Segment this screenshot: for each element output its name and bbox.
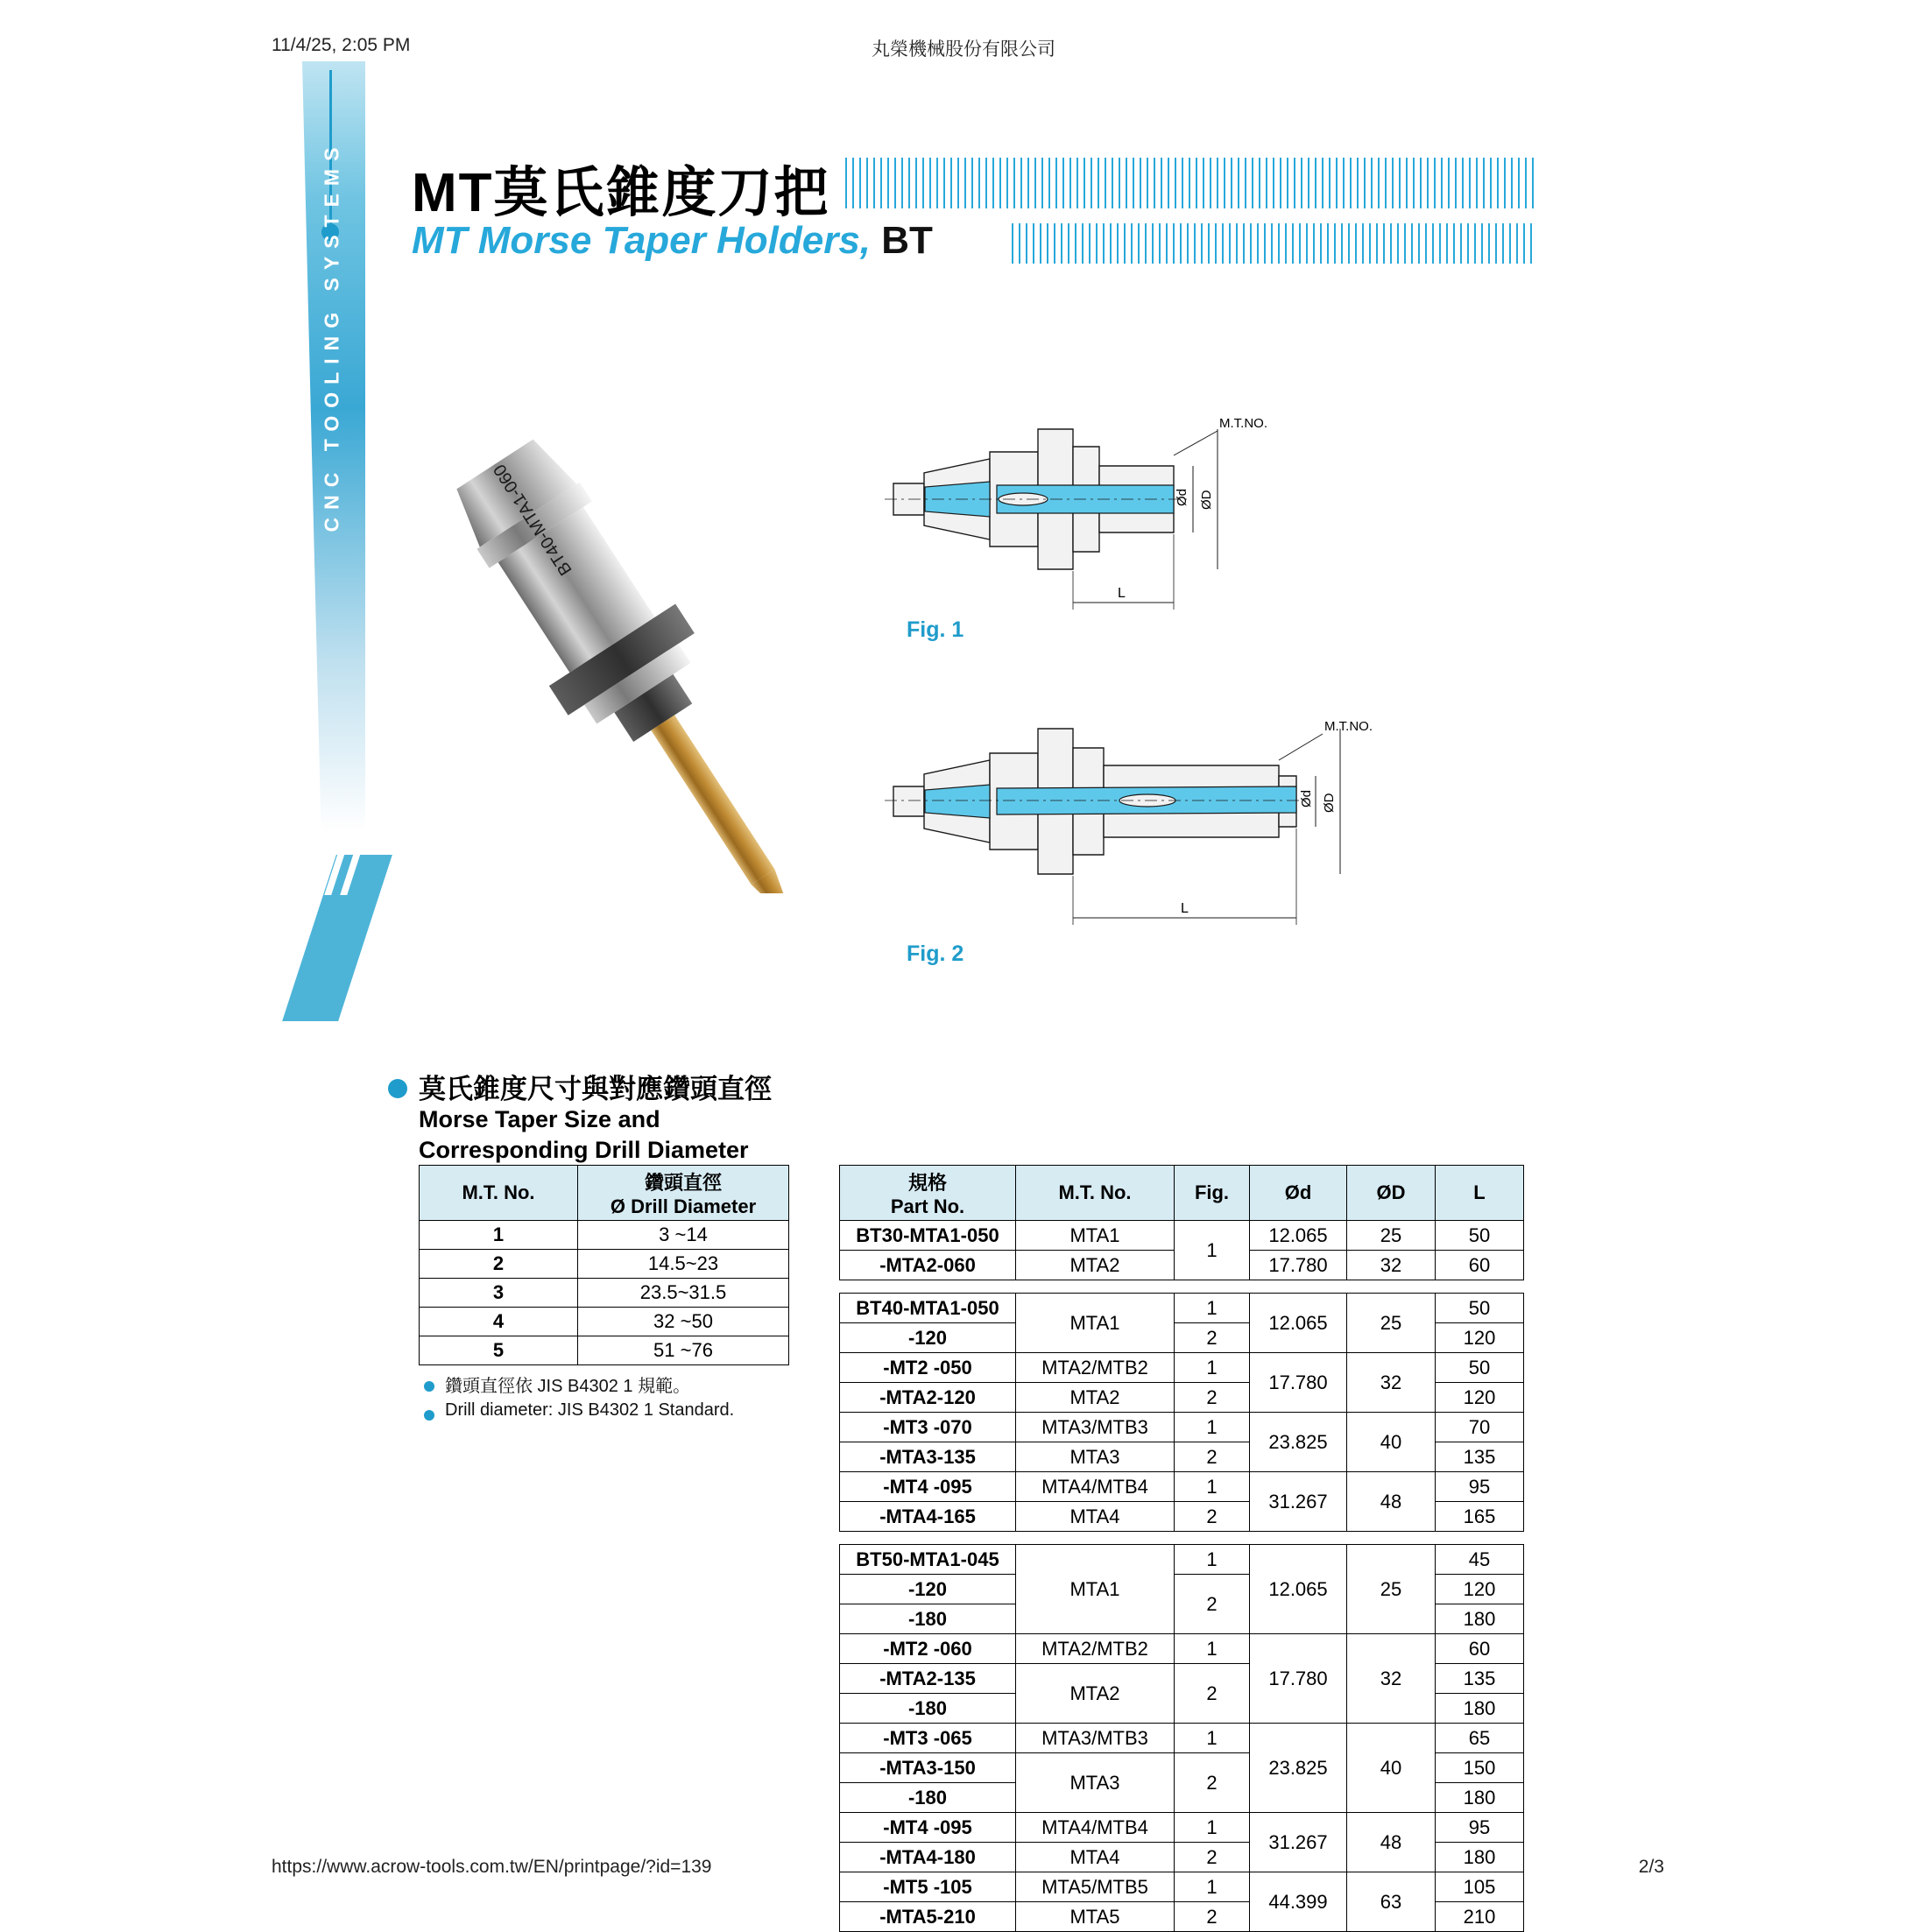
cell-fig: 1 — [1175, 1294, 1250, 1323]
note-bullet-icon-1 — [424, 1381, 434, 1392]
cell-length: 180 — [1436, 1783, 1524, 1813]
cell-part-no: -MTA4-165 — [840, 1502, 1016, 1532]
cell-mt-no: MTA1 — [1016, 1221, 1175, 1251]
cell-od-large: 40 — [1347, 1724, 1436, 1813]
cell-mt-no: MTA2/MTB2 — [1016, 1634, 1175, 1664]
cell-fig: 1 — [1175, 1813, 1250, 1843]
page-title-cn: MT莫氏錐度刀把 — [412, 163, 830, 223]
cell-od-large: 25 — [1347, 1294, 1436, 1353]
table-row — [840, 1294, 1524, 1323]
cell-mt-no: MTA1 — [1016, 1294, 1175, 1353]
cell-od-large: 48 — [1347, 1813, 1436, 1872]
note-bullet-icon-2 — [424, 1410, 434, 1421]
print-date: 11/4/25, 2:05 PM — [272, 35, 411, 55]
cell-mt-no: MTA5 — [1016, 1902, 1175, 1932]
cell-fig: 2 — [1175, 1843, 1250, 1872]
table-header-row — [840, 1166, 1524, 1221]
cell-part-no: BT50-MTA1-045 — [840, 1545, 1016, 1575]
cell-od-small: 31.267 — [1250, 1813, 1347, 1872]
th-od-small: Ød — [1250, 1166, 1347, 1221]
cell-length: 70 — [1436, 1413, 1524, 1442]
table-row — [420, 1308, 789, 1336]
cell-part-no: -MTA2-060 — [840, 1251, 1016, 1280]
cell-length: 45 — [1436, 1545, 1524, 1575]
cell-part-no: -MT5 -105 — [840, 1872, 1016, 1902]
section-heading-cn: 莫氏錐度尺寸與對應鑽頭直徑 — [419, 1074, 772, 1104]
cell-mt-no: 5 — [420, 1336, 578, 1365]
table-row — [840, 1413, 1524, 1442]
cell-length: 180 — [1436, 1604, 1524, 1634]
cell-length: 95 — [1436, 1472, 1524, 1502]
cell-fig: 2 — [1175, 1323, 1250, 1353]
cell-mt-no: 2 — [420, 1250, 578, 1279]
cell-fig: 2 — [1175, 1383, 1250, 1413]
th-mt-no: M.T. No. — [420, 1166, 578, 1221]
cell-drill-dia: 3 ~14 — [578, 1221, 789, 1250]
cell-length: 120 — [1436, 1383, 1524, 1413]
cell-od-small: 23.825 — [1250, 1413, 1347, 1472]
cell-length: 150 — [1436, 1753, 1524, 1783]
side-bar-blue — [282, 855, 392, 1021]
table-row — [840, 1353, 1524, 1383]
cell-part-no: -MTA5-210 — [840, 1902, 1016, 1932]
svg-text:L: L — [1118, 586, 1126, 601]
cell-length: 105 — [1436, 1872, 1524, 1902]
print-site-title: 丸榮機械股份有限公司 — [872, 39, 1055, 60]
cell-mt-no: MTA1 — [1016, 1545, 1175, 1634]
section-bullet-icon — [388, 1079, 407, 1098]
cell-mt-no: MTA2/MTB2 — [1016, 1353, 1175, 1383]
cell-length: 50 — [1436, 1353, 1524, 1383]
table-row — [840, 1813, 1524, 1843]
table-row — [420, 1221, 789, 1250]
cell-fig: 2 — [1175, 1502, 1250, 1532]
note-en: Drill diameter: JIS B4302 1 Standard. — [445, 1400, 735, 1420]
cell-od-large: 63 — [1347, 1872, 1436, 1932]
cell-mt-no: MTA2 — [1016, 1383, 1175, 1413]
table-row — [420, 1336, 789, 1365]
cell-od-small: 12.065 — [1250, 1221, 1347, 1251]
cell-drill-dia: 23.5~31.5 — [578, 1279, 789, 1308]
cell-mt-no: MTA4/MTB4 — [1016, 1813, 1175, 1843]
table-row — [840, 1472, 1524, 1502]
cell-length: 180 — [1436, 1694, 1524, 1724]
fig1-label: Fig. 1 — [907, 617, 964, 642]
svg-text:M.T.NO.: M.T.NO. — [1324, 719, 1373, 734]
table-header-row — [420, 1166, 789, 1221]
cell-length: 165 — [1436, 1502, 1524, 1532]
table-row — [420, 1279, 789, 1308]
svg-text:ØD: ØD — [1322, 793, 1337, 813]
note-cn: 鑽頭直徑依 JIS B4302 1 規範。 — [445, 1377, 691, 1396]
cell-part-no: -MTA2-120 — [840, 1383, 1016, 1413]
page-title-en-text: MT Morse Taper Holders, — [412, 219, 872, 262]
cell-part-no: -MT4 -095 — [840, 1472, 1016, 1502]
cell-mt-no: MTA4 — [1016, 1502, 1175, 1532]
footer-page-number: 2/3 — [1638, 1857, 1664, 1877]
table-group-gap — [840, 1280, 1524, 1294]
table-row — [840, 1221, 1524, 1251]
cell-mt-no: MTA3 — [1016, 1753, 1175, 1813]
cell-drill-dia: 51 ~76 — [578, 1336, 789, 1365]
svg-text:Ød: Ød — [1175, 488, 1189, 506]
cell-part-no: -MTA3-150 — [840, 1753, 1016, 1783]
cell-mt-no: 3 — [420, 1279, 578, 1308]
cell-part-no: -120 — [840, 1575, 1016, 1604]
cell-part-no: -MT2 -050 — [840, 1353, 1016, 1383]
th-fig: Fig. — [1175, 1166, 1250, 1221]
cell-mt-no: MTA3 — [1016, 1442, 1175, 1472]
cell-length: 65 — [1436, 1724, 1524, 1753]
cell-od-large: 32 — [1347, 1353, 1436, 1413]
cell-fig: 2 — [1175, 1664, 1250, 1724]
cell-length: 60 — [1436, 1251, 1524, 1280]
fig2-label: Fig. 2 — [907, 941, 964, 966]
cell-mt-no: MTA3/MTB3 — [1016, 1724, 1175, 1753]
svg-text:BT40-MTA1-060: BT40-MTA1-060 — [490, 460, 576, 579]
svg-text:M.T.NO.: M.T.NO. — [1219, 416, 1267, 431]
cell-od-small: 12.065 — [1250, 1545, 1347, 1634]
th-part-no-cn: 規格 — [907, 1171, 947, 1194]
spec-table — [839, 1165, 1524, 1932]
cell-part-no: -MT2 -060 — [840, 1634, 1016, 1664]
th-part-no-en: Part No. — [890, 1195, 965, 1217]
cell-mt-no: MTA5/MTB5 — [1016, 1872, 1175, 1902]
cell-od-small: 23.825 — [1250, 1724, 1347, 1813]
th-mt-no: M.T. No. — [1016, 1166, 1175, 1221]
cell-fig: 1 — [1175, 1472, 1250, 1502]
footer-url[interactable]: https://www.acrow-tools.com.tw/EN/printpage/?id=139 — [272, 1857, 712, 1877]
cell-od-large: 25 — [1347, 1221, 1436, 1251]
cell-fig: 1 — [1175, 1221, 1250, 1280]
cell-length: 180 — [1436, 1843, 1524, 1872]
cell-fig: 1 — [1175, 1353, 1250, 1383]
th-length: L — [1436, 1166, 1524, 1221]
title-hatch-bottom — [1012, 223, 1537, 264]
table-row — [420, 1250, 789, 1279]
cell-fig: 1 — [1175, 1545, 1250, 1575]
cell-mt-no: MTA3/MTB3 — [1016, 1413, 1175, 1442]
cell-part-no: -180 — [840, 1604, 1016, 1634]
cell-od-large: 40 — [1347, 1413, 1436, 1472]
cell-od-large: 25 — [1347, 1545, 1436, 1634]
cell-fig: 1 — [1175, 1413, 1250, 1442]
cell-part-no: BT40-MTA1-050 — [840, 1294, 1016, 1323]
cell-length: 120 — [1436, 1323, 1524, 1353]
taper-size-table — [419, 1165, 789, 1365]
svg-text:ØD: ØD — [1199, 490, 1214, 510]
th-part-no — [840, 1166, 1016, 1221]
cell-length: 120 — [1436, 1575, 1524, 1604]
cell-part-no: -MT4 -095 — [840, 1813, 1016, 1843]
cell-drill-dia: 14.5~23 — [578, 1250, 789, 1279]
table-row — [840, 1872, 1524, 1902]
cell-part-no: -MTA3-135 — [840, 1442, 1016, 1472]
fig2-drawing — [885, 709, 1445, 972]
table-group-gap — [840, 1532, 1524, 1545]
th-drill-diameter-en: Ø Drill Diameter — [610, 1195, 757, 1217]
cell-od-large: 32 — [1347, 1251, 1436, 1280]
table-row — [840, 1634, 1524, 1664]
cell-od-small: 17.780 — [1250, 1353, 1347, 1413]
cell-drill-dia: 32 ~50 — [578, 1308, 789, 1336]
cell-fig: 1 — [1175, 1724, 1250, 1753]
title-hatch-top — [845, 158, 1537, 208]
sidebar-label: CNC TOOLING SYSTEMS — [320, 139, 343, 532]
cell-length: 135 — [1436, 1442, 1524, 1472]
cell-length: 60 — [1436, 1634, 1524, 1664]
cell-fig: 1 — [1175, 1634, 1250, 1664]
cell-part-no: -MT3 -070 — [840, 1413, 1016, 1442]
cell-part-no: -MTA2-135 — [840, 1664, 1016, 1694]
cell-part-no: -MT3 -065 — [840, 1724, 1016, 1753]
cell-od-small: 17.780 — [1250, 1634, 1347, 1724]
cell-mt-no: MTA2 — [1016, 1664, 1175, 1724]
section-heading-en-1: Morse Taper Size and — [419, 1106, 660, 1132]
cell-od-small: 31.267 — [1250, 1472, 1347, 1532]
th-drill-diameter — [578, 1166, 789, 1221]
table-row — [840, 1724, 1524, 1753]
cell-part-no: -180 — [840, 1694, 1016, 1724]
product-photo — [412, 403, 902, 893]
page-title-en-suffix: BT — [881, 219, 933, 262]
th-drill-diameter-cn: 鑽頭直徑 — [644, 1171, 722, 1194]
svg-text:L: L — [1181, 901, 1189, 916]
section-heading-en-2: Corresponding Drill Diameter — [419, 1137, 749, 1163]
cell-od-small: 44.399 — [1250, 1872, 1347, 1932]
svg-text:Ød: Ød — [1299, 789, 1314, 807]
cell-part-no: -120 — [840, 1323, 1016, 1353]
cell-mt-no: MTA4/MTB4 — [1016, 1472, 1175, 1502]
cell-fig: 2 — [1175, 1753, 1250, 1813]
cell-mt-no: 4 — [420, 1308, 578, 1336]
side-tab-bars — [307, 814, 377, 1025]
cell-length: 95 — [1436, 1813, 1524, 1843]
cell-mt-no: 1 — [420, 1221, 578, 1250]
cell-od-large: 48 — [1347, 1472, 1436, 1532]
cell-length: 50 — [1436, 1221, 1524, 1251]
side-tab — [302, 61, 365, 832]
cell-fig: 2 — [1175, 1902, 1250, 1932]
page-title-en — [412, 219, 933, 263]
cell-length: 50 — [1436, 1294, 1524, 1323]
cell-length: 135 — [1436, 1664, 1524, 1694]
table-row — [840, 1545, 1524, 1575]
cell-od-large: 32 — [1347, 1634, 1436, 1724]
fig1-drawing — [885, 412, 1366, 657]
cell-fig: 2 — [1175, 1575, 1250, 1634]
cell-fig: 1 — [1175, 1872, 1250, 1902]
th-od-large: ØD — [1347, 1166, 1436, 1221]
cell-part-no: -180 — [840, 1783, 1016, 1813]
cell-fig: 2 — [1175, 1442, 1250, 1472]
cell-length: 210 — [1436, 1902, 1524, 1932]
cell-mt-no: MTA2 — [1016, 1251, 1175, 1280]
cell-od-small: 17.780 — [1250, 1251, 1347, 1280]
cell-part-no: BT30-MTA1-050 — [840, 1221, 1016, 1251]
cell-part-no: -MTA4-180 — [840, 1843, 1016, 1872]
cell-mt-no: MTA4 — [1016, 1843, 1175, 1872]
cell-od-small: 12.065 — [1250, 1294, 1347, 1353]
